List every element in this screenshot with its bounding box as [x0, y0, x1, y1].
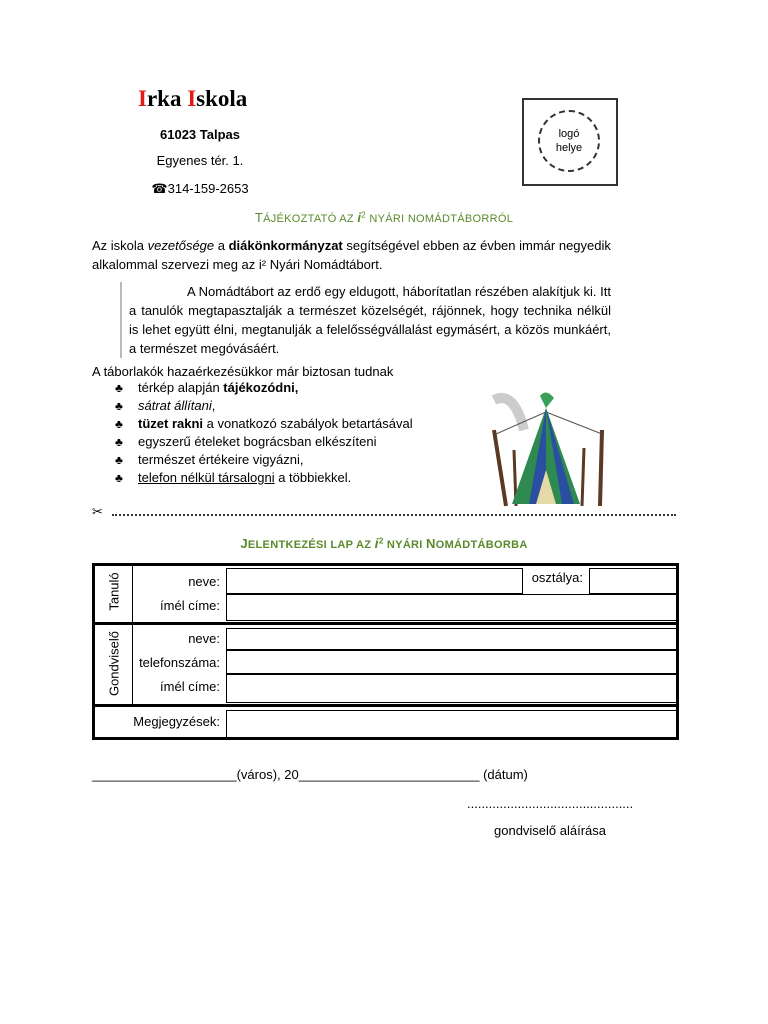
school-title: Irka Iskola — [138, 86, 248, 111]
club-bullet-icon: ♣ — [115, 399, 123, 413]
tent-stick — [600, 430, 602, 506]
skills-intro: A táborlakók hazaérkezésükkor már biztosan tudnak — [92, 364, 394, 379]
intro-paragraph: Az iskola vezetősége a diákönkormányzat segítségével ebben az évben immár negyedik alkalommal szervezi meg az i² Nyári Nomádtábort. — [92, 238, 611, 272]
cut-line — [92, 506, 676, 522]
tent-flag — [540, 392, 554, 408]
column-divider — [132, 566, 133, 622]
skills-list — [115, 379, 445, 487]
phone-icon: ☎ — [151, 181, 168, 196]
student-group-label: Tanuló — [106, 572, 122, 611]
guardian-name-input[interactable] — [226, 628, 679, 650]
scissors-icon: ✂ — [92, 504, 103, 519]
place-date-line[interactable]: ____________________(város), 20_________________________ (dátum) — [92, 767, 528, 782]
list-item: ♣ tüzet rakni a vonatkozó szabályok betartásával — [115, 416, 413, 431]
guardian-email-input[interactable] — [226, 674, 679, 703]
list-item: ♣ sátrat állítani, — [115, 398, 216, 413]
school-street: Egyenes tér. 1. — [156, 153, 244, 168]
guardian-group-label: Gondviselő — [106, 630, 122, 697]
dotted-line — [112, 514, 676, 516]
school-postal: 61023 Talpas — [160, 127, 240, 142]
notes-label: Megjegyzések: — [133, 714, 220, 729]
tent-stick — [494, 430, 506, 506]
guardian-phone-label: telefonszáma: — [139, 655, 220, 670]
tent-rope — [546, 412, 602, 434]
logo-placeholder — [522, 98, 618, 186]
signature-line[interactable]: .............................................. — [467, 796, 634, 811]
club-bullet-icon: ♣ — [115, 471, 123, 485]
student-email-input[interactable] — [226, 594, 679, 621]
club-bullet-icon: ♣ — [115, 417, 123, 431]
guardian-phone-input[interactable] — [226, 650, 679, 674]
camp-description-quote: A Nomádtábort az erdő egy eldugott, háborítatlan részében alakítjuk ki. Itt a tanulók megtapasztalják a természet közelségét, rájönnek, hogy technika nélkül is lehet együtt élni, megtanulják a felelősségvállalást egymásért, a közös munkáért, a természet megóvásáért. — [120, 282, 611, 358]
club-bullet-icon: ♣ — [115, 381, 123, 395]
list-item: ♣ egyszerű ételeket bográcsban elkészíteni — [115, 434, 377, 449]
form-heading: JELENTKEZÉSI LAP AZ $i^2$ NYÁRI NOMÁDTÁBORBA — [240, 535, 528, 551]
club-bullet-icon: ♣ — [115, 453, 123, 467]
notes-input[interactable] — [226, 710, 679, 739]
list-item: ♣ térkép alapján tájékozódni, — [115, 380, 299, 395]
student-class-label: osztálya: — [531, 570, 583, 585]
signature-label: gondviselő aláírása — [494, 823, 607, 838]
student-name-input[interactable] — [226, 568, 523, 594]
student-name-label: neve: — [188, 574, 220, 589]
student-email-label: ímél címe: — [160, 598, 220, 613]
guardian-email-label: ímél címe: — [160, 679, 220, 694]
list-item: ♣ telefon nélkül társalogni a többiekkel. — [115, 470, 352, 485]
guardian-name-label: neve: — [188, 631, 220, 646]
school-phone: ☎314-159-2653 — [151, 181, 249, 196]
list-item: ♣ természet értékeire vigyázni, — [115, 452, 304, 467]
student-class-input[interactable] — [589, 568, 679, 594]
section-divider — [95, 704, 676, 707]
info-heading: TÁJÉKOZTATÓ AZ $i^2$ NYÁRI NOMÁDTÁBORRÓL — [254, 210, 514, 225]
section-divider — [95, 622, 676, 625]
club-bullet-icon: ♣ — [115, 435, 123, 449]
tent-illustration — [484, 390, 624, 510]
logo-circle: logó helye — [538, 110, 600, 172]
background-curve — [494, 398, 524, 430]
tent-stick — [582, 448, 584, 506]
column-divider — [132, 625, 133, 704]
registration-form — [92, 563, 679, 740]
